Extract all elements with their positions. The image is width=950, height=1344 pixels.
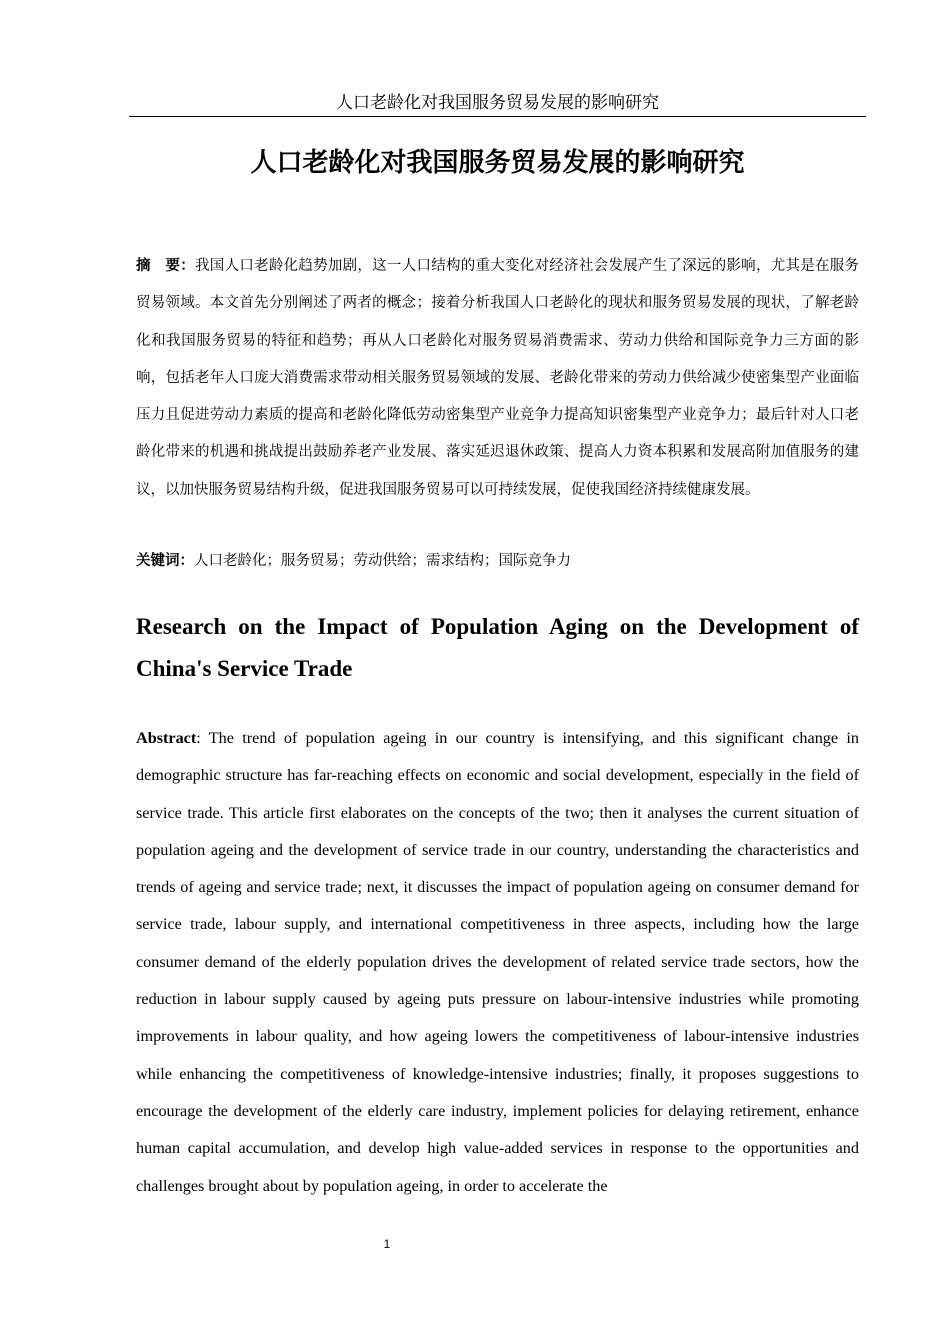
page-number: 1	[383, 1237, 391, 1251]
running-header: 人口老龄化对我国服务贸易发展的影响研究	[336, 93, 659, 113]
chinese-abstract-label: 摘 要：	[136, 258, 196, 274]
header-divider	[129, 116, 866, 117]
chinese-title: 人口老龄化对我国服务贸易发展的影响研究	[250, 148, 745, 178]
chinese-keywords	[136, 544, 859, 578]
english-abstract-text: : The trend of population ageing in our country is intensifying, and this significant change in demographic structure has far-reaching effects on economic and social development, especially in the field of service trade. This article first elaborates on the concepts of the two; then it analyses the current situation of population ageing and the development of service trade in our country, understanding the characteristics and trends of ageing and service trade; next, it discusses the impact of population ageing on consumer demand for service trade, labour supply, and international competitiveness in three aspects, including how the large consumer demand of the elderly population drives the development of related service trade sectors, how the reduction in labour supply caused by ageing puts pressure on labour-intensive industries while promoting improvements in labour quality, and how ageing lowers the competitiveness of labour-intensive industries while enhancing the competitiveness of knowledge-intensive industries; finally, it proposes suggestions to encourage the development of the elderly care industry, implement policies for delaying retirement, enhance human capital accumulation, and develop high value-added services in response to the opportunities and challenges brought about by population ageing, in order to accelerate the	[136, 729, 859, 1195]
chinese-keywords-label: 关键词：	[136, 553, 194, 569]
chinese-abstract	[136, 248, 859, 509]
chinese-abstract-text: 我国人口老龄化趋势加剧，这一人口结构的重大变化对经济社会发展产生了深远的影响，尤其是在服务贸易领域。本文首先分别阐述了两者的概念；接着分析我国人口老龄化的现状和服务贸易发展的现状，了解老龄化和我国服务贸易的特征和趋势；再从人口老龄化对服务贸易消费需求、劳动力供给和国际竞争力三方面的影响，包括老年人口庞大消费需求带动相关服务贸易领域的发展、老龄化带来的劳动力供给减少使密集型产业面临压力且促进劳动力素质的提高和老龄化降低劳动密集型产业竞争力提高知识密集型产业竞争力；最后针对人口老龄化带来的机遇和挑战提出鼓励养老产业发展、落实延迟退休政策、提高人力资本积累和发展高附加值服务的建议，以加快服务贸易结构升级，促进我国服务贸易可以可持续发展，促使我国经济持续健康发展。	[136, 258, 860, 498]
chinese-keywords-text: 人口老龄化；服务贸易；劳动供给；需求结构；国际竞争力	[194, 553, 571, 569]
english-abstract-label: Abstract	[136, 729, 197, 747]
english-abstract	[136, 720, 859, 1205]
english-title: Research on the Impact of Population Aging on the Development of China's Service Trade	[136, 614, 859, 681]
